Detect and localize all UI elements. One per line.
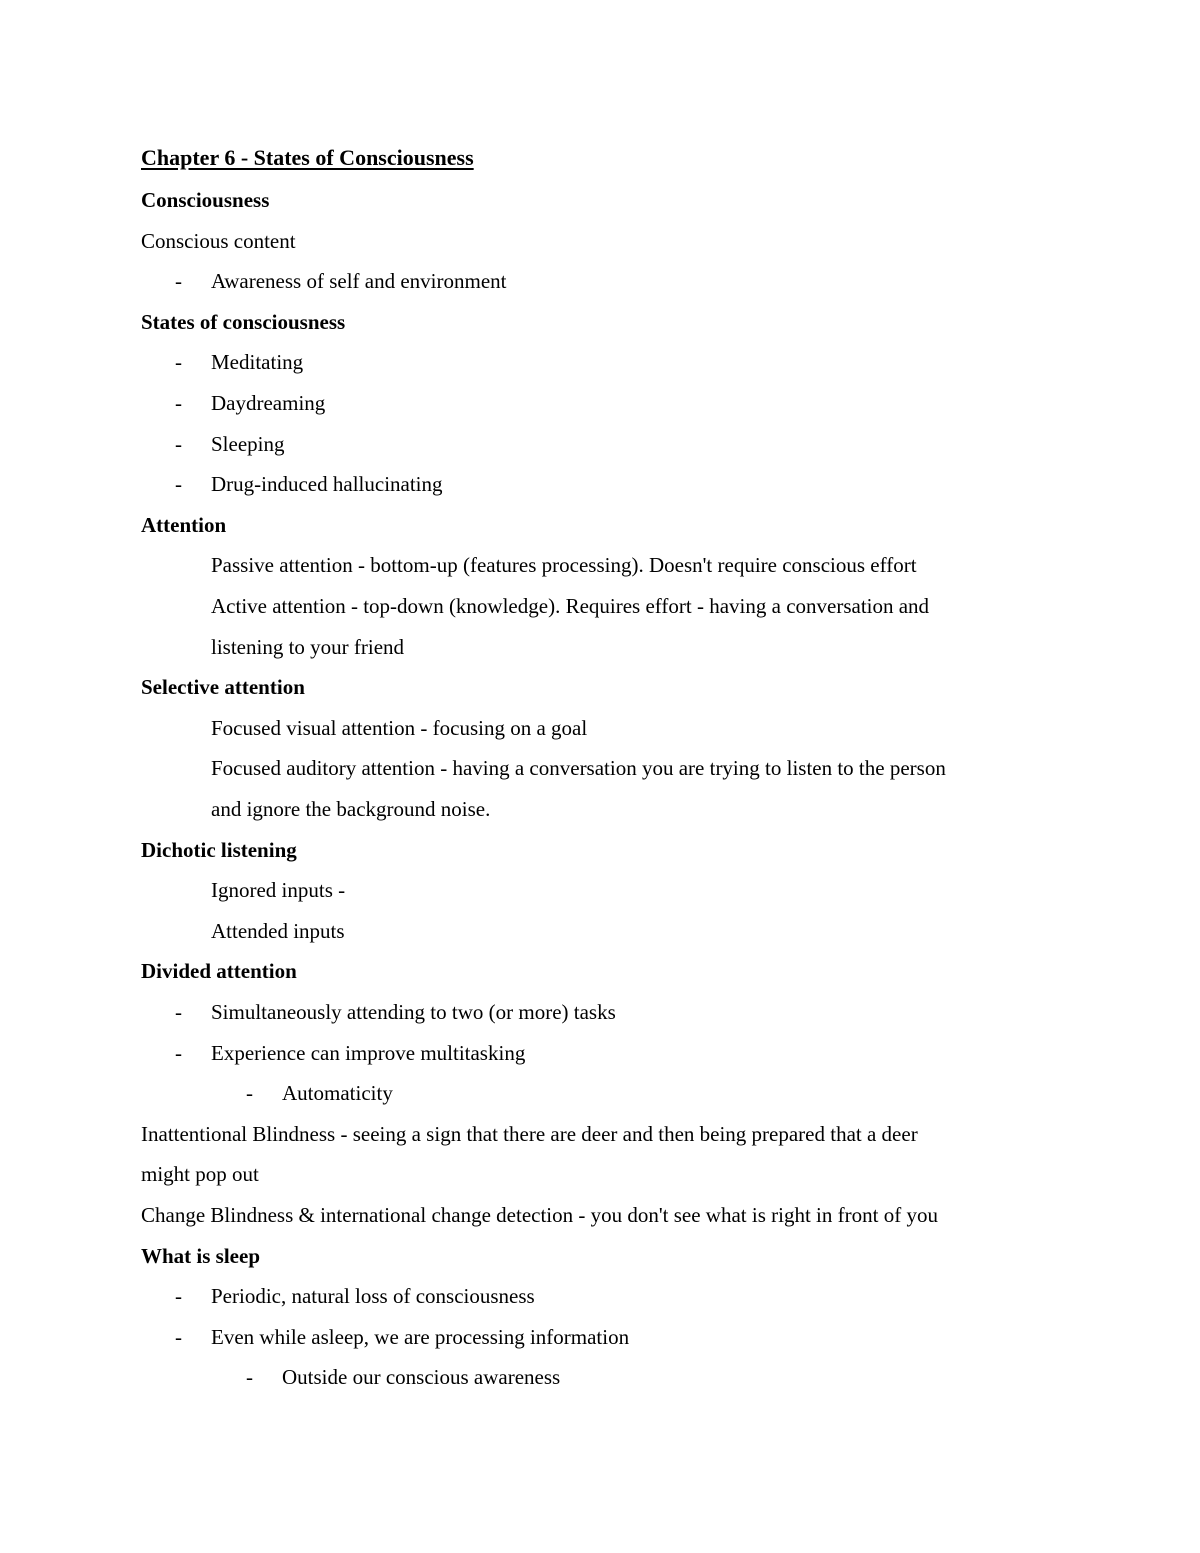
bullet-marker: -	[175, 1284, 182, 1308]
bullet-marker: -	[175, 1000, 182, 1024]
section-heading: Divided attention	[141, 959, 297, 983]
bullet-text: Experience can improve multitasking	[211, 1041, 526, 1065]
bullet-marker: -	[175, 350, 182, 374]
bullet-text: Sleeping	[211, 432, 285, 456]
paragraph-line: Inattentional Blindness - seeing a sign that there are deer and then being prepared that a deer	[141, 1122, 918, 1146]
bullet-marker: -	[246, 1365, 253, 1389]
indented-paragraph-line: Focused visual attention - focusing on a goal	[211, 716, 588, 740]
paragraph-line: Conscious content	[141, 229, 296, 253]
bullet-marker: -	[246, 1081, 253, 1105]
paragraph-line: might pop out	[141, 1162, 259, 1186]
bullet-marker: -	[175, 1325, 182, 1349]
bullet-item	[175, 471, 443, 497]
indented-paragraph-line: Ignored inputs -	[211, 878, 346, 902]
bullet-item	[175, 390, 325, 416]
bullet-item	[175, 999, 616, 1025]
bullet-item	[175, 1283, 535, 1309]
indented-paragraph-line: Focused auditory attention - having a conversation you are trying to listen to the person	[211, 756, 946, 780]
bullet-marker: -	[175, 391, 182, 415]
bullet-text: Meditating	[211, 350, 304, 374]
bullet-text: Outside our conscious awareness	[282, 1365, 561, 1389]
bullet-marker: -	[175, 472, 182, 496]
indented-paragraph-line: Attended inputs	[211, 919, 345, 943]
bullet-item	[175, 268, 506, 294]
bullet-text: Drug-induced hallucinating	[211, 472, 443, 496]
bullet-item	[175, 1040, 525, 1066]
section-heading: Consciousness	[141, 188, 270, 212]
section-heading: Attention	[141, 513, 227, 537]
bullet-text: Awareness of self and environment	[211, 269, 507, 293]
document-title: Chapter 6 - States of Consciousness	[141, 145, 474, 170]
bullet-marker: -	[175, 1041, 182, 1065]
section-heading: What is sleep	[141, 1244, 261, 1268]
sub-bullet-item	[246, 1364, 560, 1390]
bullet-text: Periodic, natural loss of consciousness	[211, 1284, 535, 1308]
bullet-text: Even while asleep, we are processing information	[211, 1325, 630, 1349]
paragraph-line: Change Blindness & international change detection - you don't see what is right in front of you	[141, 1203, 938, 1227]
sub-bullet-item	[246, 1080, 393, 1106]
bullet-item	[175, 1324, 629, 1350]
bullet-text: Daydreaming	[211, 391, 326, 415]
bullet-item	[175, 431, 285, 457]
bullet-text: Automaticity	[282, 1081, 393, 1105]
bullet-item	[175, 349, 303, 375]
section-heading: Selective attention	[141, 675, 305, 699]
section-heading: Dichotic listening	[141, 838, 297, 862]
bullet-marker: -	[175, 432, 182, 456]
indented-paragraph-line: Passive attention - bottom-up (features processing). Doesn't require conscious effort	[211, 553, 917, 577]
indented-paragraph-line: Active attention - top-down (knowledge). Requires effort - having a conversation and	[211, 594, 930, 618]
section-heading: States of consciousness	[141, 310, 346, 334]
bullet-marker: -	[175, 269, 182, 293]
indented-paragraph-line: listening to your friend	[211, 635, 405, 659]
bullet-text: Simultaneously attending to two (or more) tasks	[211, 1000, 616, 1024]
indented-paragraph-line: and ignore the background noise.	[211, 797, 491, 821]
